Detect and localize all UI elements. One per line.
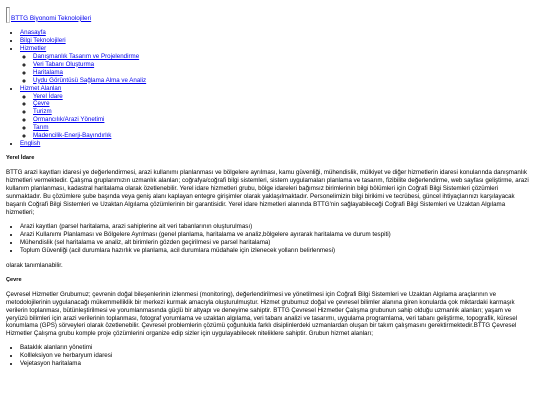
- submenu-item: [33, 93, 534, 101]
- submenu-item: [33, 116, 534, 124]
- nav-link-tarim[interactable]: Tarım: [33, 124, 49, 132]
- list-item: • Arazi Kullanımı Planlaması ve Bölgelere Ayrılması (genel planlama, haritalama ve analiz,bölgelere ayırarak haritalama ve durum tespiti): [20, 231, 534, 239]
- nav-item-english: [20, 140, 534, 148]
- feature-list-yerel-idare: [6, 223, 534, 255]
- submenu-item: [33, 61, 534, 69]
- site-header: [6, 5, 534, 23]
- logo-link[interactable]: BTTG Biyonomi Teknolojileri: [11, 14, 92, 22]
- nav-link-cevre[interactable]: Çevre: [33, 100, 50, 108]
- broken-image-icon[interactable]: [6, 7, 10, 23]
- submenu-item: [33, 108, 534, 116]
- nav-link-haritalama[interactable]: Haritalama: [33, 68, 63, 76]
- nav-link-madencilik[interactable]: Madencilik-Enerji-Bayındırlık: [33, 132, 112, 140]
- nav-item-bilgi-teknolojileri: [20, 37, 534, 45]
- feature-list-cevre: [6, 344, 534, 368]
- submenu-item: [33, 53, 534, 61]
- nav-link-english[interactable]: English: [20, 140, 41, 148]
- section-heading-yerel-idare: Yerel İdare: [6, 155, 35, 162]
- nav-link-ormancilik[interactable]: Ormancılık/Arazi Yönetimi: [33, 116, 105, 124]
- section-closing-text: olarak tanımlanabilir.: [6, 261, 63, 269]
- list-item: • Kollleksiyon ve herbaryum idaresi: [20, 352, 534, 360]
- list-item: • Vejetasyon haritalama: [20, 360, 534, 368]
- section-paragraph-cevre: Çevresel Hizmetler Grubumuz; çevrenin doğal bileşenlerinin izlenmesi (monitoring), değerlendirilmesi ve yönetilmesi için Coğrafi Bilgi Sistemleri ve Uzaktan Algılama araçlarının ve metodolojilerinin uygulanacağı mükemmelliklik bir merkezi kurmak amacıyla oluşturulmuştur. Hizmet grubumuz doğal ve çevresel bilimler alanına giren konularda çok miktardaki karmaşık verilerin toplanması, bütünleştirilmesi ve yorumlanmasında güçlü bir altyapı ve deneyime sahiptir. BTTG Çevresel Hizmetler Çalışma grubunun sahip olduğu uzmanlık alanları; yaşam ve yeryüzü bilimleri için arazi verilerinin toplanması, fotograf yorumlama ve uzaktan algılama, veri tabanı analizi ve tasarımı, uygulama programlama, veri tabanı geliştirme, topografik, küresel konumlama (GPS) sörveyleri olarak özetlenebilir. Çevresel problemlerin çözümü çoğunlukla farklı disiplinlerdeki uzmanlardan oluşan bir takım çalışmasını gerektirmektedir.BTTG Çevresel Hizmetler Çalışma grubu komple proje çözümlerini organize edip sizler için uygulayabilecek niteliklere sahiptir. Grubun hizmet alanları;: [6, 290, 518, 338]
- nav-item-hizmet-alanlari: [20, 85, 534, 141]
- submenu-hizmetler: [20, 53, 534, 85]
- nav-link-turizm[interactable]: Turizm: [33, 108, 52, 116]
- submenu-item: [33, 124, 534, 132]
- nav-link-danismanlik[interactable]: Danışmanlık Tasarım ve Projelendirme: [33, 52, 140, 60]
- section-paragraph-yerel-idare: BTTG arazi kayıtları idaresi ye değerlendirmesi, arazi kullanımı planlanması ve bölgelere ayrılması, kamu güvenliği, mühendislik, mülkiyet ve diğer hizmetlerin idaresi konularında danışmanlık hizmetleri vermektedir. Çalışma gruplarımızın uzmanlık alanları; coğrafya/coğrafi bilgi sistemleri, sistem uygulamaları planlama ve tasarım, fizibilite değerlendirme, web sayfası geliştirme, arazi kullanım planlanması, kadastral haritalama olarak özetlenebilir. Yerel idare hizmetleri grubu, bölge idareleri bağımsız birimlerinin bilgi bölümleri için Coğrafi Bilgi Sistemleri çözümleri sunmaktadır. Bu çözümlere şube başında veya geniş alanı kaplayan entegre girişimler olarak yaklaşılmaktadır. Personelimizin bilgi birikimi ve tecrübesi, güncel ihtiyaçlarınızı karşılayacak başarılı Coğrafi Bilgi Sistemleri ve Uzaktan Algılama çözümlerinin bir garantisidir. Yerel idare hizmetleri alanında BTTG'nin sağlayabileceği Coğrafi Bilgi Sistemleri ve Uzaktan Algılama hizmetleri;: [6, 169, 529, 216]
- list-item: • Arazi kayıtları (parsel haritalama, arazi sahiplerine ait veri tabanlarının oluşturulması): [20, 223, 534, 231]
- nav-item-anasayfa: [20, 29, 534, 37]
- nav-link-uydu-goruntusu[interactable]: Uydu Görüntüsü Sağlama Alma ve Analiz: [33, 76, 147, 84]
- submenu-item: [33, 132, 534, 140]
- list-item: • Toplum Güvenliği (acil durumlara hazırlık ve planlama, acil durumlara müdahale için izlenecek yolların belirlenmesi): [20, 247, 534, 255]
- nav-link-bilgi-teknolojileri[interactable]: Bilgi Teknolojileri: [20, 36, 66, 44]
- nav-item-hizmetler: [20, 45, 534, 85]
- nav-link-hizmetler[interactable]: Hizmetler: [20, 44, 47, 52]
- section-heading-cevre: Çevre: [6, 276, 22, 283]
- nav-link-hizmet-alanlari[interactable]: Hizmet Alanları: [20, 84, 62, 92]
- list-item: • Mühendislik (sel haritalama ve analiz, alt birimlerin gözden geçirilmesi ve parsel haritalama): [20, 239, 534, 247]
- submenu-item: [33, 69, 534, 77]
- submenu-hizmet-alanlari: [20, 93, 534, 141]
- submenu-item: [33, 100, 534, 108]
- submenu-item: [33, 77, 534, 85]
- nav-link-yerel-idare[interactable]: Yerel İdare: [33, 92, 63, 100]
- main-nav: [6, 29, 534, 148]
- nav-link-veri-tabani[interactable]: Veri Tabanı Oluşturma: [33, 60, 95, 68]
- list-item: • Bataklık alanların yönetimi: [20, 344, 534, 352]
- nav-link-anasayfa[interactable]: Anasayfa: [20, 29, 46, 36]
